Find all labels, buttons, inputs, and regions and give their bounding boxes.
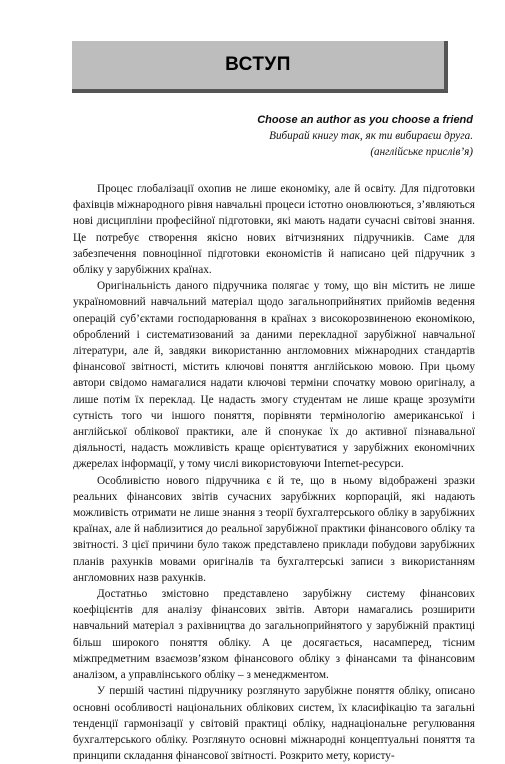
paragraph: У першій частині підручнику розглянуто зарубіжне поняття обліку, описано основні особливості національних облікових систем, їх класифікацію та загальні тенденції гармонізації у світовій практиці обліку, наднаціональне регулювання бухгалтерського обліку. Розглянуто основні міжнародні концептуальні поняття та принципи складання фінансової звітності. Розкрито мету, користу-: [73, 685, 475, 763]
epigraph-quote-english: Choose an author as you choose a friend: [257, 114, 473, 126]
page-title: ВСТУП: [225, 54, 291, 75]
paragraph: Оригінальність даного підручника полягає у тому, що він містить не лише україномовний навчальний матеріал щодо загальноприйнятих прийомів ведення операцій суб’єктами господарювання в країнах з високорозвиненою економікою, оброблений і систематизований за даними перекладної зарубіжної навчальної літератури, але й, завдяки використанню англомовних міжнародних стандартів фінансової звітності, містить ключові поняття англійською мовою. При цьому автори свідомо намагалися надати ключові терміни спочатку мовою оригіналу, а лише потім їх переклад. Це надасть змогу студентам не лише краще зрозуміти сутність того чи іншого поняття, порівняти термінологію американської і англійської облікової практики, але й спонукає їх до активної пізнавальної діяльності, надасть можливість краще орієнтуватися у зарубіжних економічних джерелах інформації, у тому числі використовуючи Internet-ресурси.: [73, 280, 475, 471]
title-banner: [72, 41, 448, 93]
epigraph-attribution: (англійське прислів’я): [370, 146, 473, 158]
paragraph: Процес глобалізації охопив не лише економіку, але й освіту. Для підготовки фахівців міжнародного рівня навчальні процеси істотно оновлюються, з’являються нові дисципліни професійної підготовки, які мають надати сучасні світові знання. Це потребує створення якісно нових вітчизняних підручників. Саме для забезпечення повноцінної підготовки економістів й написано цей підручник з обліку у зарубіжних країнах.: [73, 183, 475, 277]
body-text: [73, 181, 475, 764]
paragraph: Достатньо змістовно представлено зарубіжну систему фінансових коефіцієнтів для аналізу фінансових звітів. Автори намагались розширити навчальний матеріал з рахівництва до загальноприйнятого у зарубіжній практиці більш широкого поняття обліку. А це досягається, насамперед, тісним міжпредметним взаємозв’язком фінансового обліку з фінансами та фінансовим аналізом, а управлінського обліку – з менеджментом.: [73, 588, 475, 682]
epigraph-quote-translation: Вибирай книгу так, як ти вибираєш друга.: [269, 130, 473, 142]
paragraph: Особливістю нового підручника є й те, що в ньому відображені зразки реальних фінансових звітів сучасних зарубіжних корпорацій, які надають можливість отримати не лише знання з теорії бухгалтерського обліку в зарубіжних країнах, але й наблизитися до реальної зарубіжної практики фінансового обліку та звітності. З цієї причини було також представлено приклади побудови зарубіжних планів рахунків мовами оригіналів та бухгалтерські записи з використанням англомовних назв рахунків.: [73, 474, 475, 584]
epigraph: [173, 112, 473, 160]
